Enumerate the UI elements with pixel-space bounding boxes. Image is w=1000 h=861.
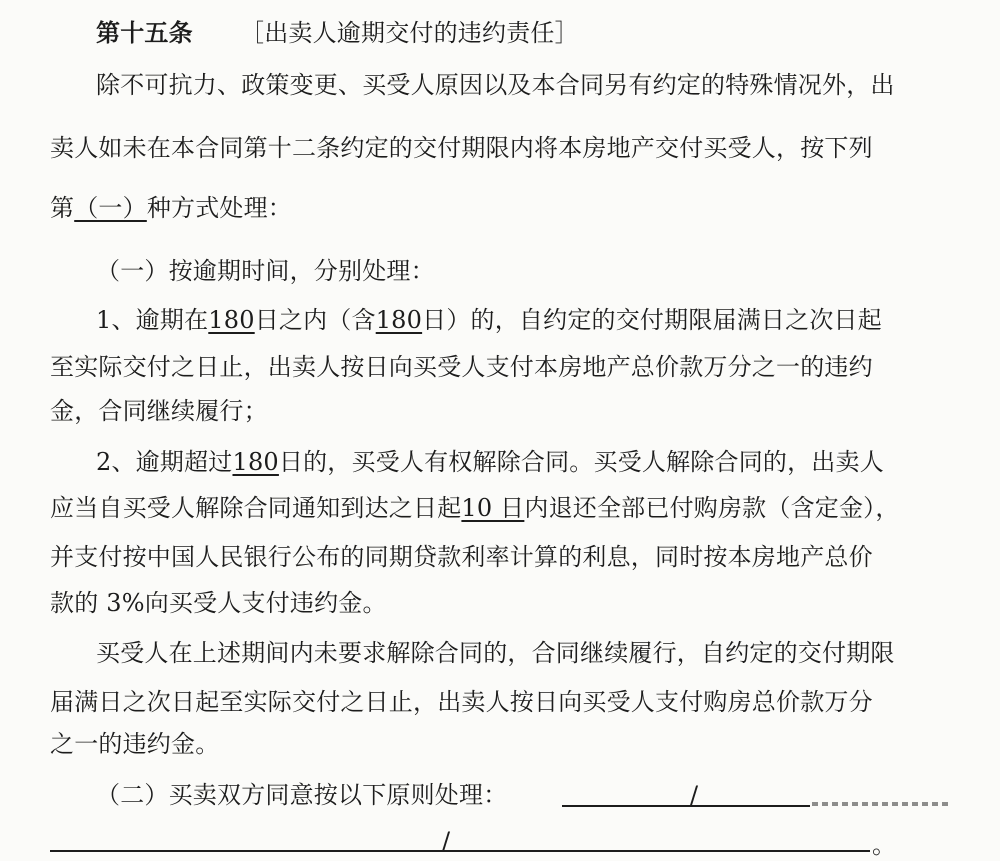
item-1-line-1 xyxy=(96,305,882,335)
item-1-line-2: 至实际交付之日止，出卖人按日向买受人支付本房地产总价款万分之一的违约 xyxy=(50,353,873,381)
continue-line-2: 届满日之次日起至实际交付之日止，出卖人按日向买受人支付购房总价款万分 xyxy=(50,688,873,716)
item-2-line-4: 款的 3%向买受人支付违约金。 xyxy=(50,589,387,617)
item-1-text-a: 1、逾期在 xyxy=(96,306,209,334)
intro-suffix: 种方式处理： xyxy=(146,194,293,222)
item-2-text-a: 2、逾期超过 xyxy=(96,448,233,476)
item-1-text-b: 日之内（含 xyxy=(254,306,376,334)
days-field-2: 180 xyxy=(375,306,423,334)
item-2-text-c: 应当自买受人解除合同通知到达之日起 xyxy=(50,494,462,522)
blank-line-2 xyxy=(50,850,870,852)
slash-mark-2: / xyxy=(442,827,451,855)
days-field-1: 180 xyxy=(208,306,255,334)
intro-prefix: 第 xyxy=(50,194,75,222)
item-2-line-2 xyxy=(50,493,900,523)
item-2-line-3: 并支付按中国人民银行公布的同期贷款利率计算的利息，同时按本房地产总价 xyxy=(50,543,873,571)
slash-mark-1: / xyxy=(690,781,699,809)
item-2-line-1 xyxy=(96,447,884,477)
blank-line-1 xyxy=(562,805,810,807)
item-2-text-b: 日的，买受人有权解除合同。买受人解除合同的，出卖人 xyxy=(278,448,884,476)
refund-days-field: 10 日 xyxy=(461,494,525,522)
option-1-heading: （一）按逾期时间，分别处理： xyxy=(96,257,435,285)
article-title: ［出卖人逾期交付的违约责任］ xyxy=(240,19,579,47)
continue-line-1: 买受人在上述期间内未要求解除合同的，合同继续履行，自约定的交付期限 xyxy=(96,639,895,667)
intro-line-3 xyxy=(50,193,292,223)
article-number: 第十五条 xyxy=(96,19,193,47)
scan-artifact xyxy=(812,802,952,806)
continue-line-3: 之一的违约金。 xyxy=(50,730,220,758)
option-2-heading: （二）买卖双方同意按以下原则处理： xyxy=(96,781,508,809)
item-2-text-d: 内退还全部已付购房款（含定金）， xyxy=(524,494,900,522)
intro-line-1: 除不可抗力、政策变更、买受人原因以及本合同另有约定的特殊情况外，出 xyxy=(96,71,895,99)
days-field-3: 180 xyxy=(232,448,279,476)
intro-line-2: 卖人如未在本合同第十二条约定的交付期限内将本房地产交付买受人，按下列 xyxy=(50,134,873,162)
end-mark: 。 xyxy=(872,831,896,859)
option-choice-field: （一） xyxy=(74,194,147,222)
item-1-line-3: 金，合同继续履行； xyxy=(50,397,268,425)
item-1-text-c: 日）的，自约定的交付期限届满日之次日起 xyxy=(422,306,882,334)
